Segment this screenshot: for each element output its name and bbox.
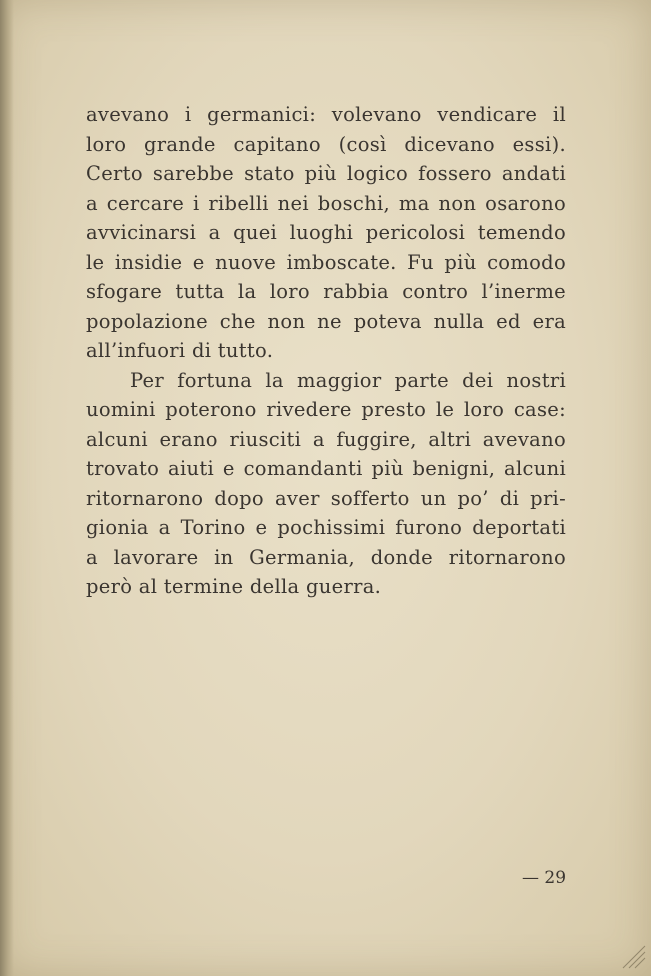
text-line: però al termine della guerra. xyxy=(86,575,382,598)
text-line: gionia a Torino e pochissimi furono deportati xyxy=(86,516,566,539)
text-line: Certo sarebbe stato più logico fossero andati xyxy=(86,162,566,185)
text-line: avvicinarsi a quei luoghi pericolosi temendo xyxy=(86,221,566,244)
text-line: avevano i germanici: volevano vendicare il xyxy=(86,103,566,126)
paragraph-2 xyxy=(86,366,566,602)
text-line: a cercare i ribelli nei boschi, ma non osarono xyxy=(86,191,566,215)
text-line: trovato aiuti e comandanti più benigni, alcuni xyxy=(86,457,566,480)
text-line: a lavorare in Germania, donde ritornarono xyxy=(86,545,566,569)
text-line: ritornarono dopo aver sofferto un po’ di pri- xyxy=(86,486,566,510)
paragraph-1 xyxy=(86,100,566,366)
body-text xyxy=(86,100,566,602)
text-line: popolazione che non ne poteva nulla ed era xyxy=(86,309,566,333)
text-line: all’infuori di tutto. xyxy=(86,339,274,362)
text-line: loro grande capitano (così dicevano essi). xyxy=(86,132,566,156)
text-line: uomini poterono rivedere presto le loro case: xyxy=(86,398,566,421)
page-corner-crease-icon xyxy=(619,942,647,970)
page-number: — 29 xyxy=(522,868,567,888)
text-line: le insidie e nuove imboscate. Fu più comodo xyxy=(86,250,566,274)
text-line: Per fortuna la maggior parte dei nostri xyxy=(130,368,566,392)
text-line: sfogare tutta la loro rabbia contro l’inerme xyxy=(86,280,566,303)
text-line: alcuni erano riusciti a fuggire, altri avevano xyxy=(86,427,566,451)
page-gutter-shadow xyxy=(0,0,14,976)
